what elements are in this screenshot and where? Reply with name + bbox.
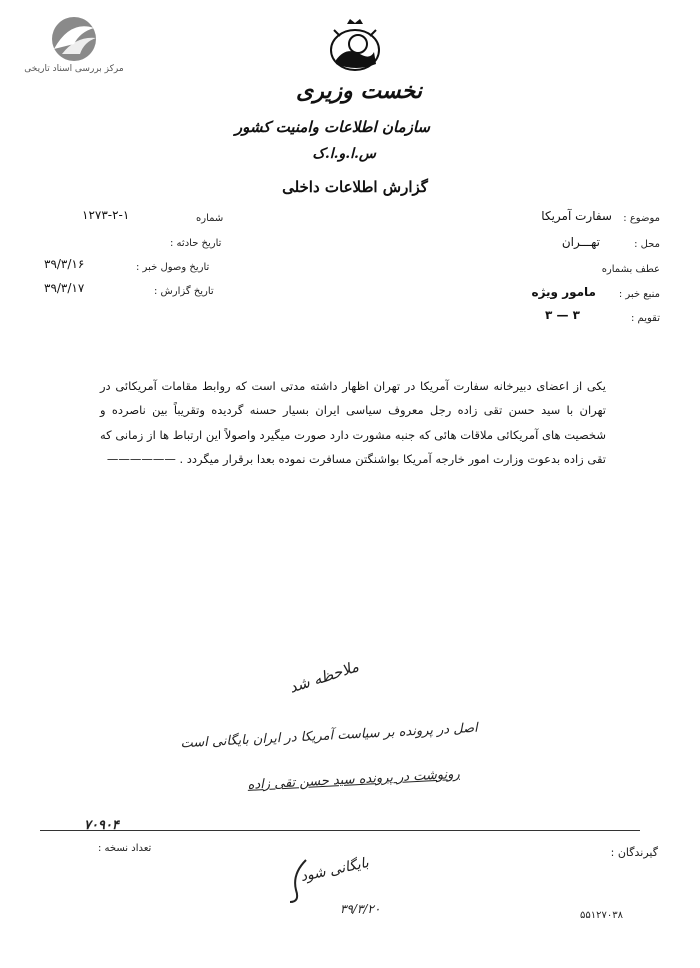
watermark-text: مرکز بررسی اسناد تاریخی	[24, 64, 124, 74]
subject-label: موضوع :	[623, 213, 660, 224]
copies-label: تعداد نسخه :	[98, 843, 152, 854]
place-value: تهـــران	[561, 235, 600, 249]
report-date-value: ۳۹/۳/۱۷	[44, 281, 85, 295]
source-value: مامور ویژه	[531, 285, 596, 299]
handwritten-note-line2: رونوشت در پرونده سید حسن تقی زاده	[247, 766, 461, 793]
event-date-label: تاریخ حادثه :	[170, 238, 222, 249]
receipt-date-value: ۳۹/۳/۱۶	[44, 257, 85, 271]
handwritten-note-line1: اصل در پرونده بر سیاست آمریکا در ایران بایگانی است	[180, 720, 479, 752]
number-label: شماره	[196, 213, 224, 224]
archive-logo-icon	[40, 14, 108, 64]
number-value: ۱۲۷۳-۲-۱	[82, 208, 130, 222]
report-date-label: تاریخ گزارش :	[154, 286, 214, 297]
handwritten-archive-note: بایگانی شود	[299, 854, 371, 886]
source-label: منبع خبر :	[618, 289, 660, 300]
handwritten-flourish-icon	[286, 856, 316, 906]
recipients-label: گیرندگان :	[610, 846, 658, 859]
report-body-text: یکی از اعضای دبیرخانه سفارت آمریکا در تهران اظهار داشته مدتی است که روابط مقامات آمریکائی در تهران با سید حسن تقی زاده رجل معروف سیاسی ایران بسیار حسنه گردیده وتقریباً بین ناصرده و شخصیت های آمریکائی ملاقات هائی که جنبه مشورت دارد صورت میگیرد واصولاً این ارتباط ها از زمانی که تقی زاده بدعوت وزارت امور خارجه آمریکا بواشنگتن مسافرت نموده بعدا برقرار میگردد . ——————	[100, 379, 606, 466]
lion-and-sun-emblem-icon	[326, 16, 384, 76]
receipt-date-label: تاریخ وصول خبر :	[136, 262, 210, 273]
stamp-date: ۳۹/۳/۲۰	[340, 902, 381, 916]
place-label: محل :	[634, 239, 660, 250]
rating-label: تقویم :	[631, 313, 660, 324]
footer-divider	[40, 830, 640, 831]
rating-value: ۳ — ۳	[544, 308, 580, 322]
org-code: س.ا.و.ا.ک	[312, 146, 376, 162]
subject-value: سفارت آمریکا	[541, 209, 612, 223]
related-ref-label: عطف بشماره	[601, 264, 660, 275]
org-name-line2: سازمان اطلاعات وامنیت کشور	[234, 118, 430, 136]
document-number: ۵۵۱۲۷۰۳۸	[580, 910, 623, 921]
handwritten-number: ۷۰۹۰۴	[84, 818, 119, 833]
report-type: گزارش اطلاعات داخلی	[282, 178, 428, 196]
org-name-line1: نخست وزیری	[296, 78, 422, 104]
handwritten-initials: ملاحظه شد	[286, 657, 361, 697]
